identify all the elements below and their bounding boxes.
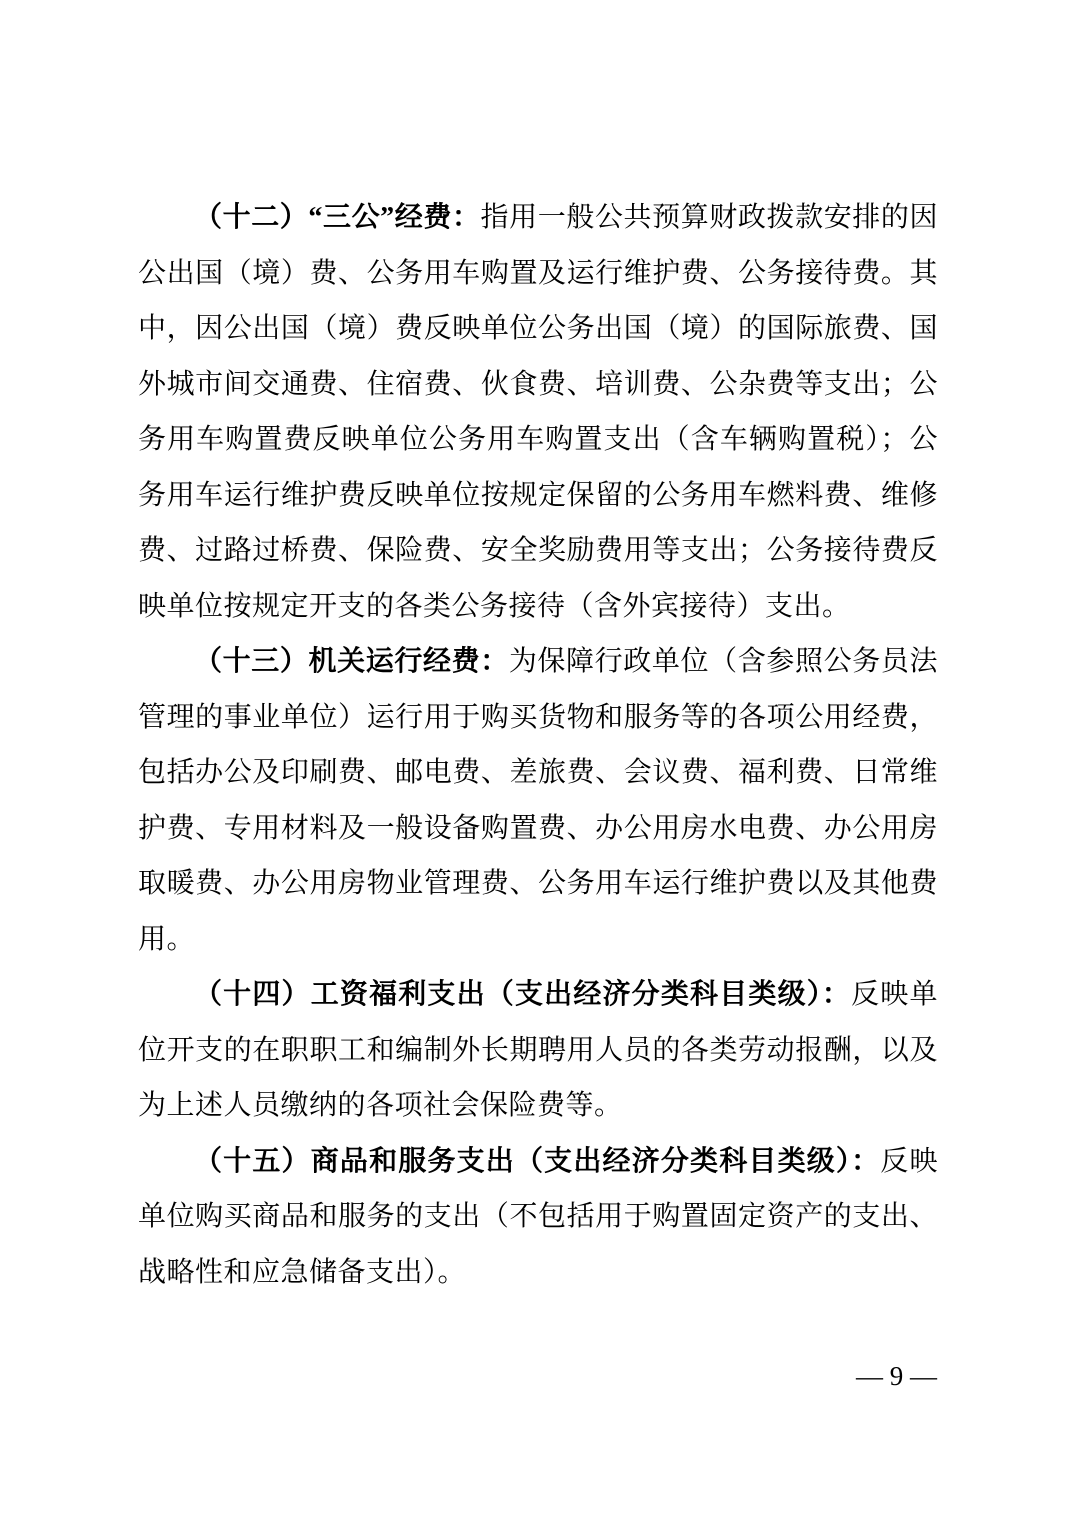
body-item-14: 反映单位开支的在职职工和编制外长期聘用人员的各类劳动报酬，以及为上述人员缴纳的各项社会保险费等。 [138,979,938,1121]
heading-item-15: （十五）商品和服务支出（支出经济分类科目类级）： [194,1145,881,1177]
paragraph-item-13 [138,634,938,967]
paragraph-item-12 [138,190,938,634]
heading-item-14: （十四）工资福利支出（支出经济分类科目类级）： [194,979,852,1010]
paragraph-item-14 [138,967,938,1134]
body-item-15: 反映单位购买商品和服务的支出（不包括用于购置固定资产的支出、战略性和应急储备支出）。 [138,1145,938,1288]
heading-item-12: （十二）“三公”经费： [194,202,481,233]
body-item-12: 指用一般公共预算财政拨款安排的因公出国（境）费、公务用车购置及运行维护费、公务接待费。其中，因公出国（境）费反映单位公务出国（境）的国际旅费、国外城市间交通费、住宿费、伙食费、培训费、公杂费等支出；公务用车购置费反映单位公务用车购置支出（含车辆购置税）；公务用车运行维护费反映单位按规定保留的公务用车燃料费、维修费、过路过桥费、保险费、安全奖励费用等支出；公务接待费反映单位按规定开支的各类公务接待（含外宾接待）支出。 [138,202,938,622]
page-number: — 9 — [856,1361,937,1391]
document-content [138,190,938,1300]
heading-item-13: （十三）机关运行经费： [194,646,509,677]
paragraph-item-15 [138,1134,938,1301]
body-item-13: 为保障行政单位（含参照公务员法管理的事业单位）运行用于购买货物和服务等的各项公用经费，包括办公及印刷费、邮电费、差旅费、会议费、福利费、日常维护费、专用材料及一般设备购置费、办公用房水电费、办公用房取暖费、办公用房物业管理费、公务用车运行维护费以及其他费用。 [138,646,938,955]
